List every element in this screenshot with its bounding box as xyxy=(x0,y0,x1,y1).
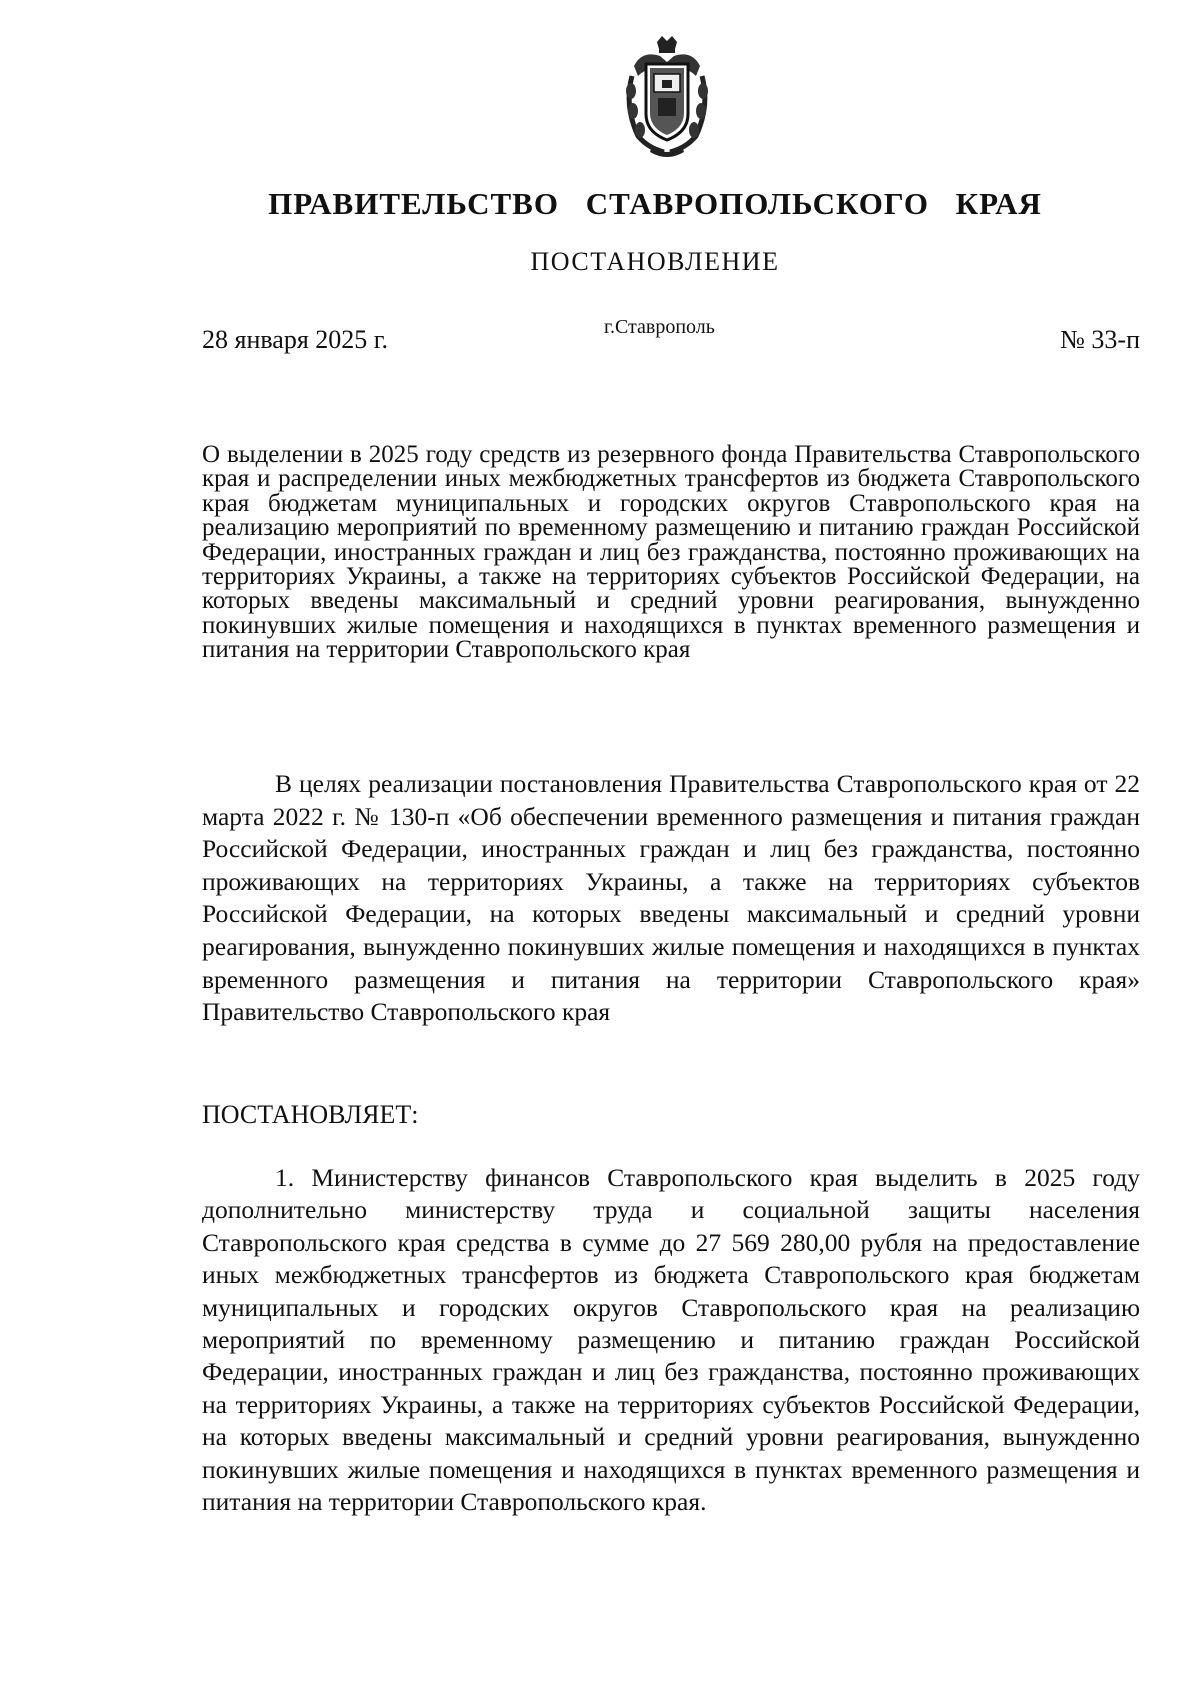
resolves-heading: ПОСТАНОВЛЯЕТ: xyxy=(202,1100,419,1129)
coat-of-arms-icon xyxy=(624,36,710,158)
document-date: 28 января 2025 г. xyxy=(202,325,389,354)
organization-title: ПРАВИТЕЛЬСТВО СТАВРОПОЛЬСКОГО КРАЯ xyxy=(268,186,1042,221)
preamble-paragraph: В целях реализации постановления Правительства Ставропольского края от 22 марта 2022 г. № 130-п «Об обеспечении временного размещения и питания граждан Российской Федерации, иностранных граждан и лиц без гражданства, постоянно проживающих на территориях Украины, а также на территориях субъектов Российской Федерации, на которых введены максимальный и средний уровни реагирования, вынужденно покинувших жилые помещения и находящихся в пунктах временного размещения и питания на территории Ставропольского края» Правительство Ставропольского края xyxy=(202,769,1140,1027)
item-1-paragraph: 1. Министерству финансов Ставропольского края выделить в 2025 году дополнительно министерству труда и социальной защиты населения Ставропольского края средства в сумме до 27 569 280,00 рубля на предоставление иных межбюджетных трансфертов из бюджета Ставропольского края бюджетам муниципальных и городских округов Ставропольского края на реализацию мероприятий по временному размещению и питанию граждан Российской Федерации, иностранных граждан и лиц без гражданства, постоянно проживающих на территориях Украины, а также на территориях субъектов Российской Федерации, на которых введены максимальный и средний уровни реагирования, вынужденно покинувших жилые помещения и находящихся в пунктах временного размещения и питания на территории Ставропольского края. xyxy=(202,1163,1140,1517)
document-city: г.Ставрополь xyxy=(604,316,715,338)
document-subject: О выделении в 2025 году средств из резервного фонда Правительства Ставропольского края и распределении иных межбюджетных трансфертов из бюджета Ставропольского края бюджетам муниципальных и городских округов Ставропольского края на реализацию мероприятий по временному размещению и питанию граждан Российской Федерации, иностранных граждан и лиц без гражданства, постоянно проживающих на территориях Украины, а также на территориях субъектов Российской Федерации, на которых введены максимальный и средний уровни реагирования, вынужденно покинувших жилые помещения и находящихся в пунктах временного размещения и питания на территории Ставропольского края xyxy=(202,441,1140,664)
document-number: № 33-п xyxy=(1060,325,1140,354)
document-type: ПОСТАНОВЛЕНИЕ xyxy=(530,247,780,276)
